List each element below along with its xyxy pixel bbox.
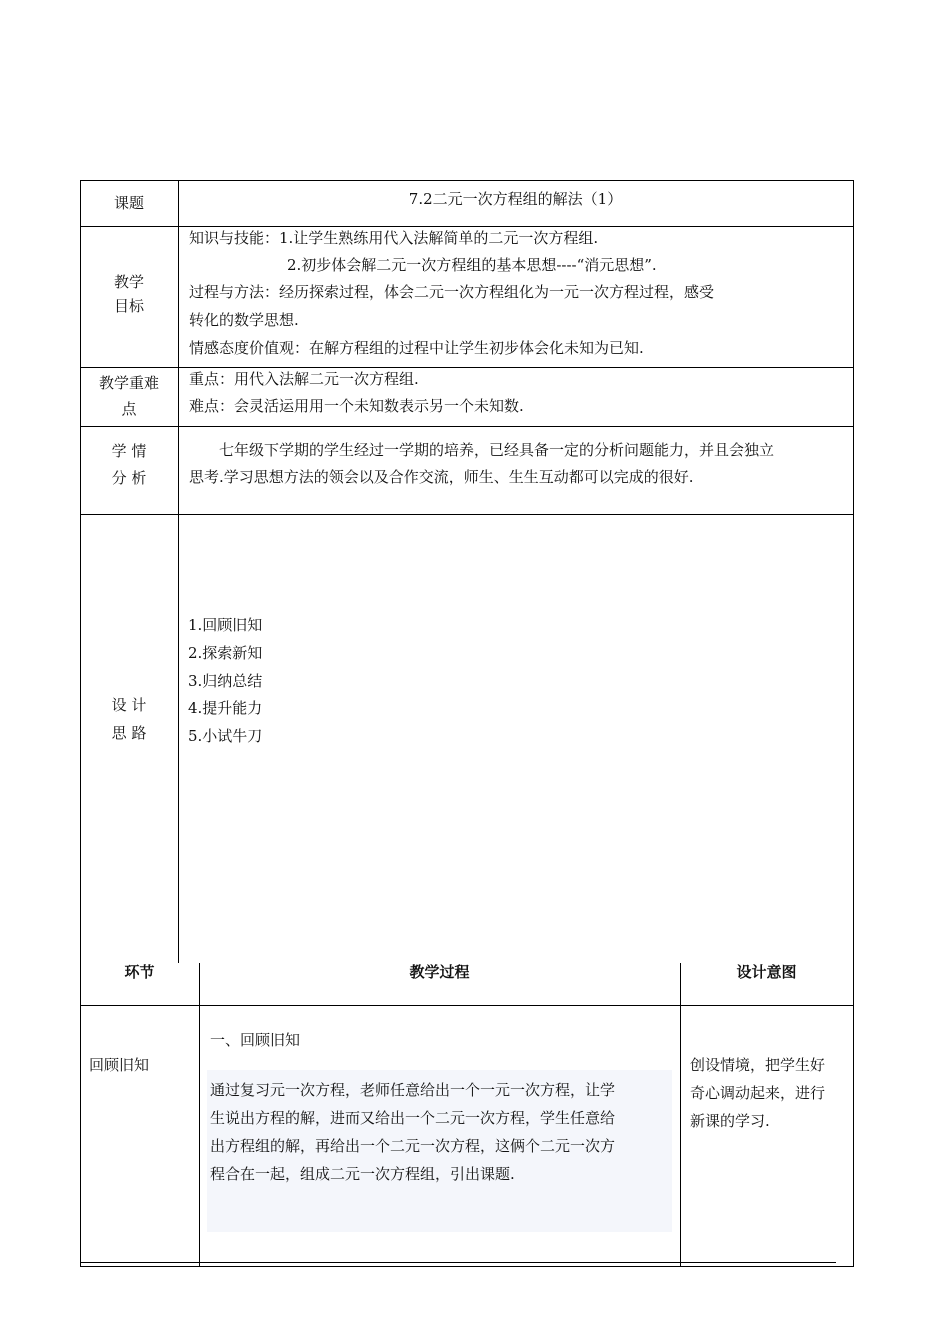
design-step: 5.小试牛刀: [188, 727, 263, 745]
topic-label: 课题: [113, 194, 144, 212]
analysis-line: 思考.学习思想方法的领会以及合作交流，师生、生生互动都可以完成的很好.: [189, 468, 694, 486]
keypoints-line: 重点：用代入法解二元一次方程组.: [189, 370, 419, 388]
keypoints-label-line2: 点: [121, 400, 137, 418]
objectives-line: 转化的数学思想.: [189, 311, 299, 329]
process-heading: 一、回顾旧知: [210, 1031, 301, 1049]
objectives-line: 情感态度价值观：在解方程组的过程中让学生初步体会化未知为已知.: [189, 339, 644, 357]
objectives-line: 过程与方法：经历探索过程，体会二元一次方程组化为一元一次方程过程，感受: [189, 283, 715, 301]
label-column-divider: [178, 180, 179, 963]
process-body-line: 生说出方程的解，进而又给出一个二元一次方程，学生任意给: [210, 1109, 616, 1127]
row-divider-keypoints: [80, 426, 854, 427]
design-label-line2: 思 路: [111, 724, 147, 742]
process-body-line: 出方程组的解，再给出一个二元一次方程，这俩个二元一次方: [210, 1137, 616, 1155]
objectives-line: 知识与技能：1.让学生熟练用代入法解简单的二元一次方程组.: [189, 229, 599, 247]
topic-value: 7.2二元一次方程组的解法（1）: [408, 190, 623, 208]
analysis-label-line1: 学 情: [111, 442, 147, 460]
page-bottom-rule: [80, 1262, 836, 1263]
intent-line: 奇心调动起来，进行: [690, 1084, 826, 1102]
objectives-line: 2.初步体会解二元一次方程组的基本思想----“消元思想”.: [287, 256, 657, 274]
process-column-divider-left: [199, 963, 200, 1267]
row-divider-analysis: [80, 514, 854, 515]
row-divider-topic: [80, 226, 854, 227]
process-header-bottom: [80, 1005, 854, 1006]
table-right-border: [853, 180, 854, 1267]
process-header: 教学过程: [409, 963, 470, 981]
design-step: 1.回顾旧知: [188, 616, 263, 634]
design-step: 2.探索新知: [188, 644, 263, 662]
process-column-divider-right: [680, 963, 681, 1267]
analysis-line: 七年级下学期的学生经过一学期的培养，已经具备一定的分析问题能力，并且会独立: [219, 441, 775, 459]
stage-cell: 回顾旧知: [89, 1056, 150, 1074]
keypoints-label-line1: 教学重难: [98, 374, 159, 392]
objectives-label-line2: 目标: [113, 297, 144, 315]
row-divider-objectives: [80, 367, 854, 368]
intent-header: 设计意图: [736, 963, 797, 981]
table-bottom-border: [80, 1266, 854, 1267]
intent-line: 创设情境，把学生好: [690, 1056, 826, 1074]
objectives-label-line1: 教学: [113, 273, 144, 291]
design-step: 4.提升能力: [188, 699, 263, 717]
design-label-line1: 设 计: [111, 696, 147, 714]
analysis-label-line2: 分 析: [111, 469, 147, 487]
process-body-line: 通过复习元一次方程，老师任意给出一个一元一次方程，让学: [210, 1081, 616, 1099]
stage-header: 环节: [124, 963, 155, 981]
table-top-border: [80, 180, 854, 181]
design-step: 3.归纳总结: [188, 672, 263, 690]
process-body-line: 程合在一起，组成二元一次方程组，引出课题.: [210, 1165, 515, 1183]
intent-line: 新课的学习.: [690, 1112, 770, 1130]
keypoints-line: 难点：会灵活运用用一个未知数表示另一个未知数.: [189, 397, 524, 415]
